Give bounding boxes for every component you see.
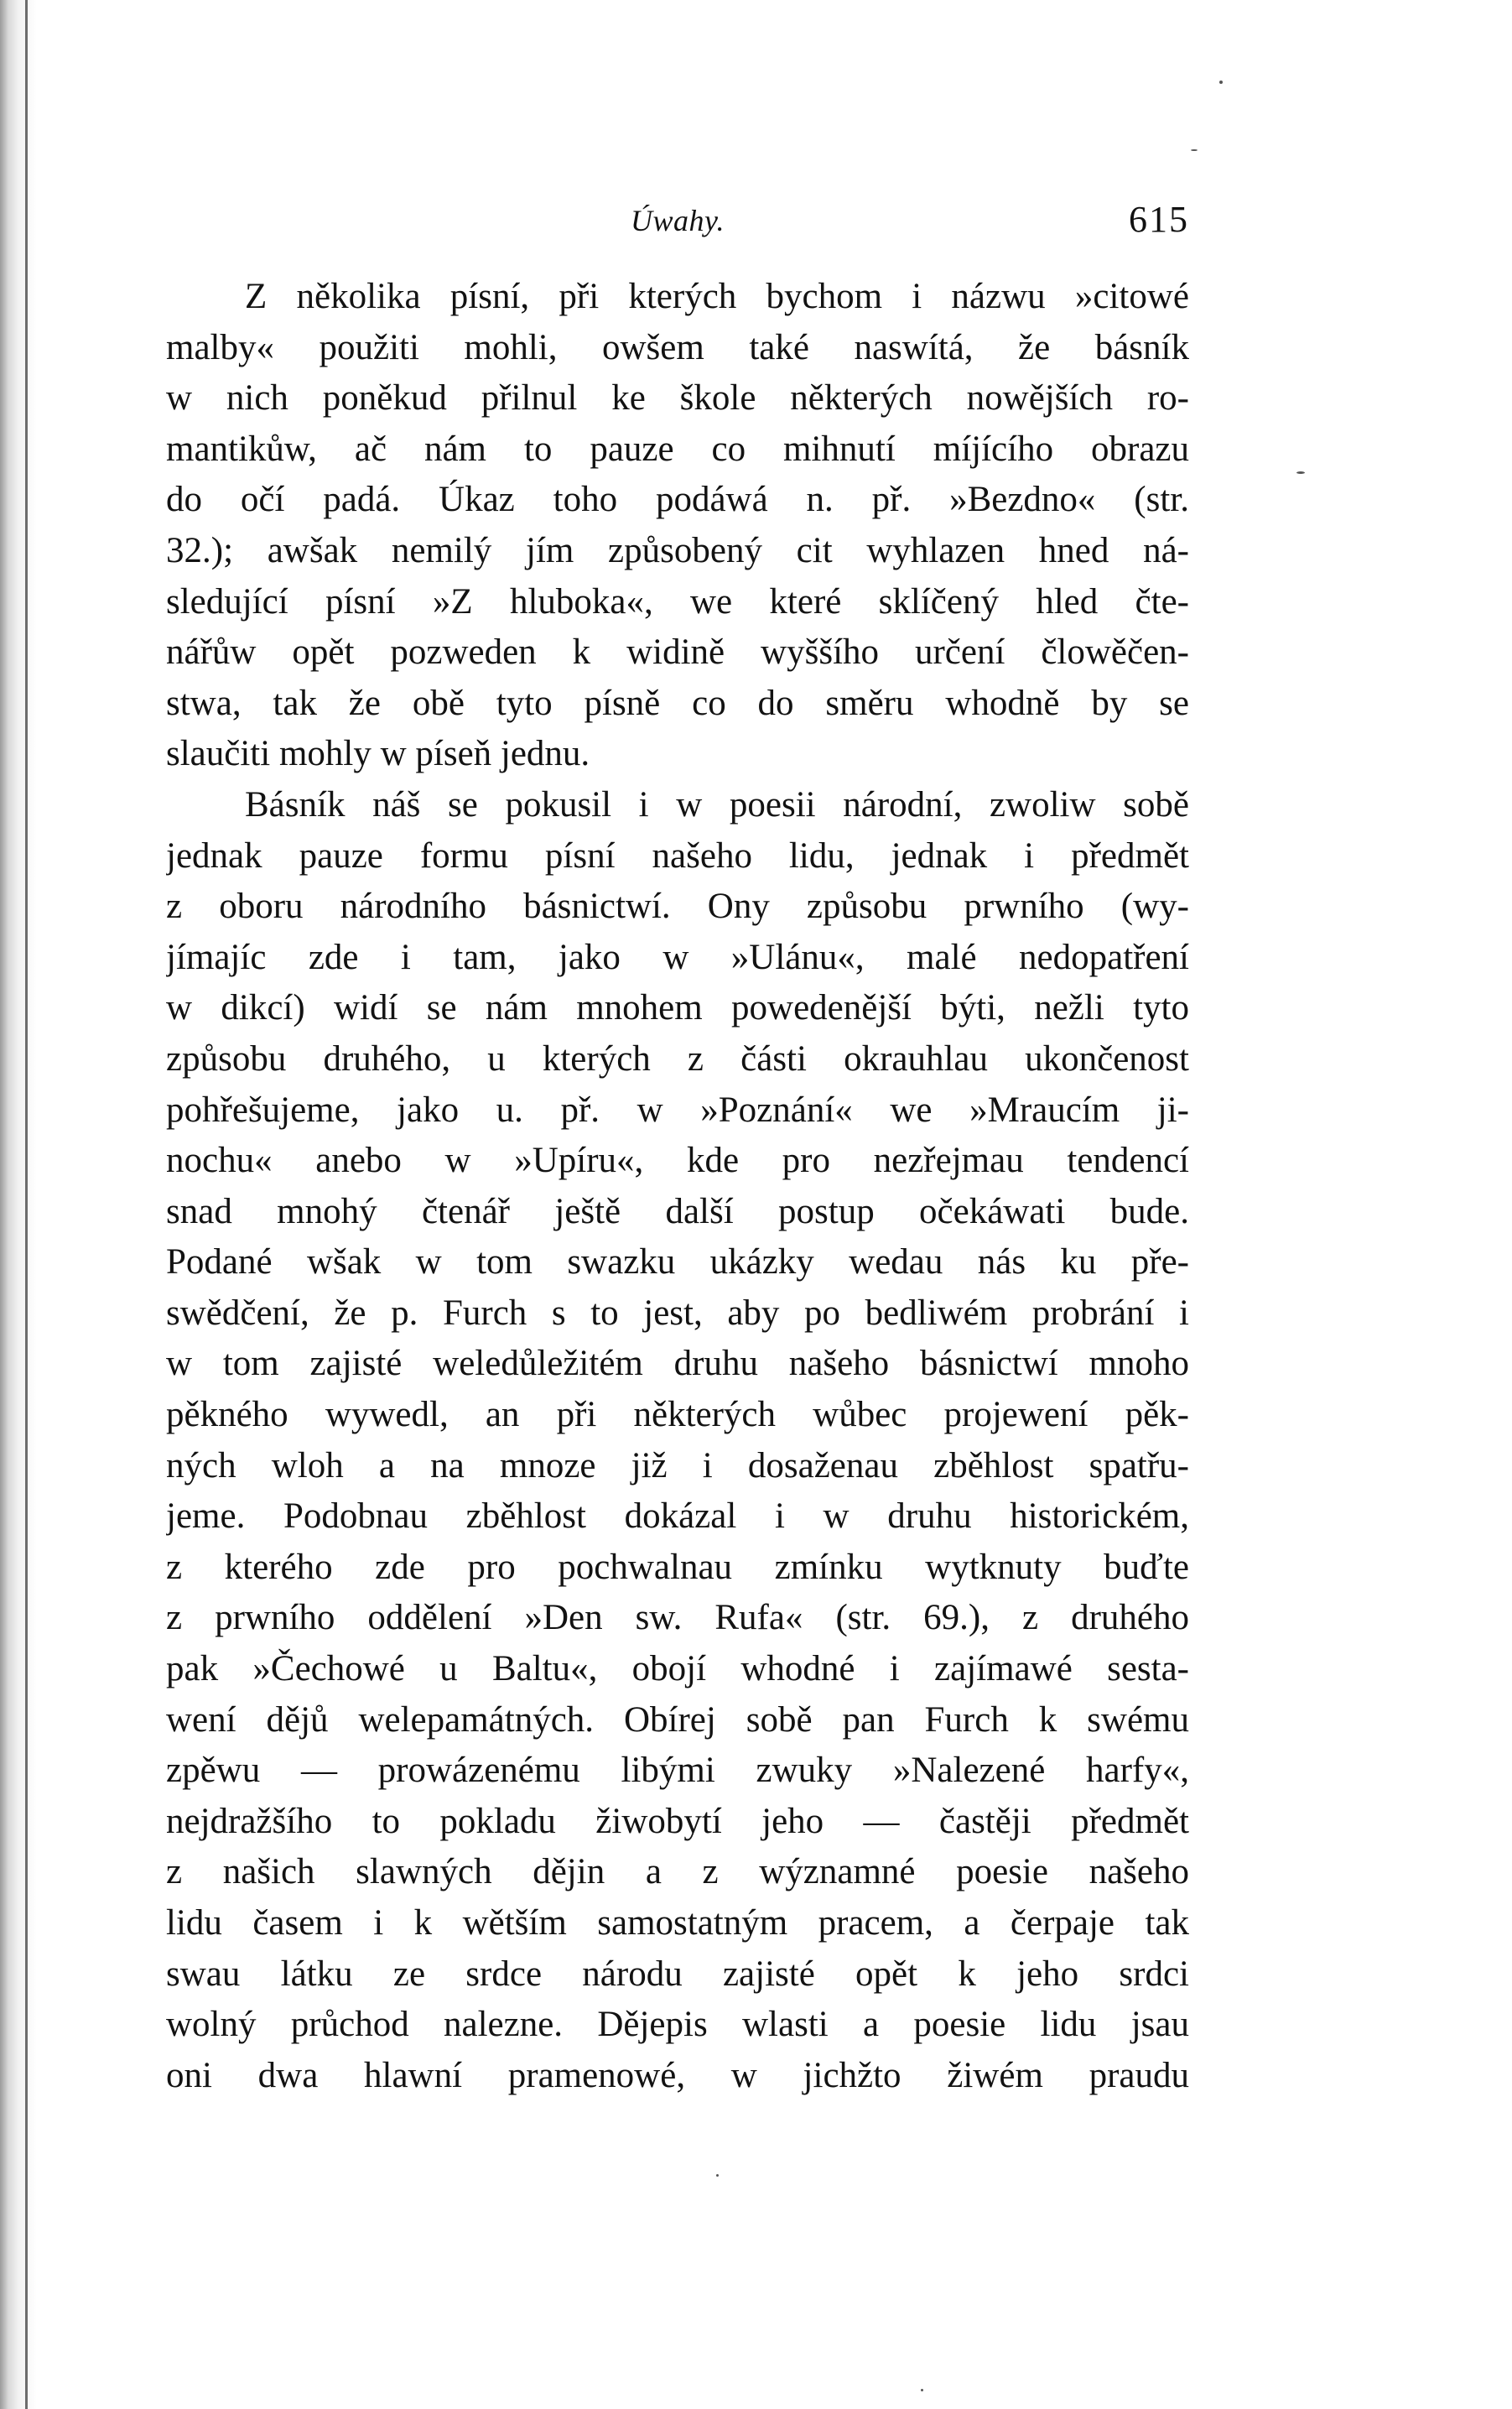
text-line: wolný průchod nalezne. Dějepis wlasti a poesie lidu jsau <box>166 2005 1189 2045</box>
text-line: do očí padá. Úkaz toho podáwá n. př. »Bezdno« (str. <box>166 480 1189 520</box>
text-line: malby« použiti mohli, owšem také naswítá, že básník <box>166 327 1189 367</box>
text-line: snad mnohý čtenář ještě další postup očekáwati bude. <box>166 1191 1189 1231</box>
text-line: pěkného wywedl, an při některých wůbec projewení pěk- <box>166 1395 1189 1435</box>
text-line: 32.); awšak nemilý jím způsobený cit wyhlazen hned ná- <box>166 530 1189 570</box>
text-line: Básník náš se pokusil i w poesii národní, zwoliw sobě <box>245 784 1189 825</box>
text-line: jeme. Podobnau zběhlost dokázal i w druhu historickém, <box>166 1496 1189 1537</box>
text-line: w nich poněkud přilnul ke škole některých nowějších ro- <box>166 378 1189 419</box>
page-header <box>166 193 1189 252</box>
paper-speck <box>716 2174 719 2177</box>
text-line: mantikůw, ač nám to pauze co mihnutí míjícího obrazu <box>166 429 1189 469</box>
text-line: z kterého zde pro pochwalnau zmínku wytknuty buďte <box>166 1547 1189 1587</box>
text-line: oni dwa hlawní pramenowé, w jichžto žiwém praudu <box>166 2055 1189 2095</box>
text-line: způsobu druhého, u kterých z části okrauhlau ukončenost <box>166 1038 1189 1079</box>
text-line: lidu časem i k wětším samostatným pracem, a čerpaje tak <box>166 1903 1189 1943</box>
paragraph <box>166 272 1189 780</box>
text-line: zpěwu — prowázenému libými zwuky »Nalezené harfy«, <box>166 1751 1189 1791</box>
text-line: ných wloh a na mnoze již i dosaženau zběhlost spatřu- <box>166 1445 1189 1485</box>
paper-speck <box>1296 471 1305 474</box>
text-line: nejdražšího to pokladu žiwobytí jeho — častěji předmět <box>166 1801 1189 1841</box>
text-line: jímajíc zde i tam, jako w »Ulánu«, malé nedopatření <box>166 937 1189 977</box>
text-line: swau látku ze srdce národu zajisté opět k jeho srdci <box>166 1954 1189 1994</box>
text-line: nářůw opět pozweden k widině wyššího určení člowěčen- <box>166 632 1189 673</box>
text-line: wení dějů welepamátných. Obírej sobě pan Furch k swému <box>166 1699 1189 1740</box>
text-line: z oboru národního básnictwí. Ony způsobu prwního (wy- <box>166 887 1189 927</box>
text-line: w tom zajisté weledůležitém druhu našeho básnictwí mnoho <box>166 1344 1189 1384</box>
binding-shadow-line <box>25 0 28 2409</box>
paper-speck <box>921 2389 923 2391</box>
text-line: Podané wšak w tom swazku ukázky wedau nás ku pře- <box>166 1242 1189 1283</box>
running-head: Úwahy. <box>630 204 725 237</box>
text-line: z našich slawných dějin a z wýznamné poesie našeho <box>166 1852 1189 1892</box>
paper-speck <box>1191 149 1198 151</box>
text-line: pak »Čechowé u Baltu«, obojí whodné i zajímawé sesta- <box>166 1649 1189 1689</box>
paper-speck <box>1219 81 1223 84</box>
text-line: swědčení, že p. Furch s to jest, aby po bedliwém probrání i <box>166 1293 1189 1333</box>
book-binding-edge <box>0 0 37 2409</box>
text-line: z prwního oddělení »Den sw. Rufa« (str. 69.), z druhého <box>166 1598 1189 1638</box>
text-line: slaučiti mohly w píseň jednu. <box>166 734 590 774</box>
text-line: sledující písní »Z hluboka«, we které sklíčený hled čte- <box>166 581 1189 622</box>
paragraph <box>166 780 1189 2101</box>
body-text <box>166 272 1189 2101</box>
text-line: Z několika písní, při kterých bychom i názwu »citowé <box>245 277 1189 316</box>
text-line: jednak pauze formu písní našeho lidu, jednak i předmět <box>166 835 1189 876</box>
text-line: w dikcí) widí se nám mnohem powedenější býti, nežli tyto <box>166 988 1189 1028</box>
text-line: nochu« anebo w »Upíru«, kde pro nezřejmau tendencí <box>166 1141 1189 1181</box>
text-line: stwa, tak že obě tyto písně co do směru whodně by se <box>166 683 1189 723</box>
text-line: pohřešujeme, jako u. př. w »Poznání« we »Mraucím ji- <box>166 1090 1189 1130</box>
page-number: 615 <box>1129 199 1189 240</box>
